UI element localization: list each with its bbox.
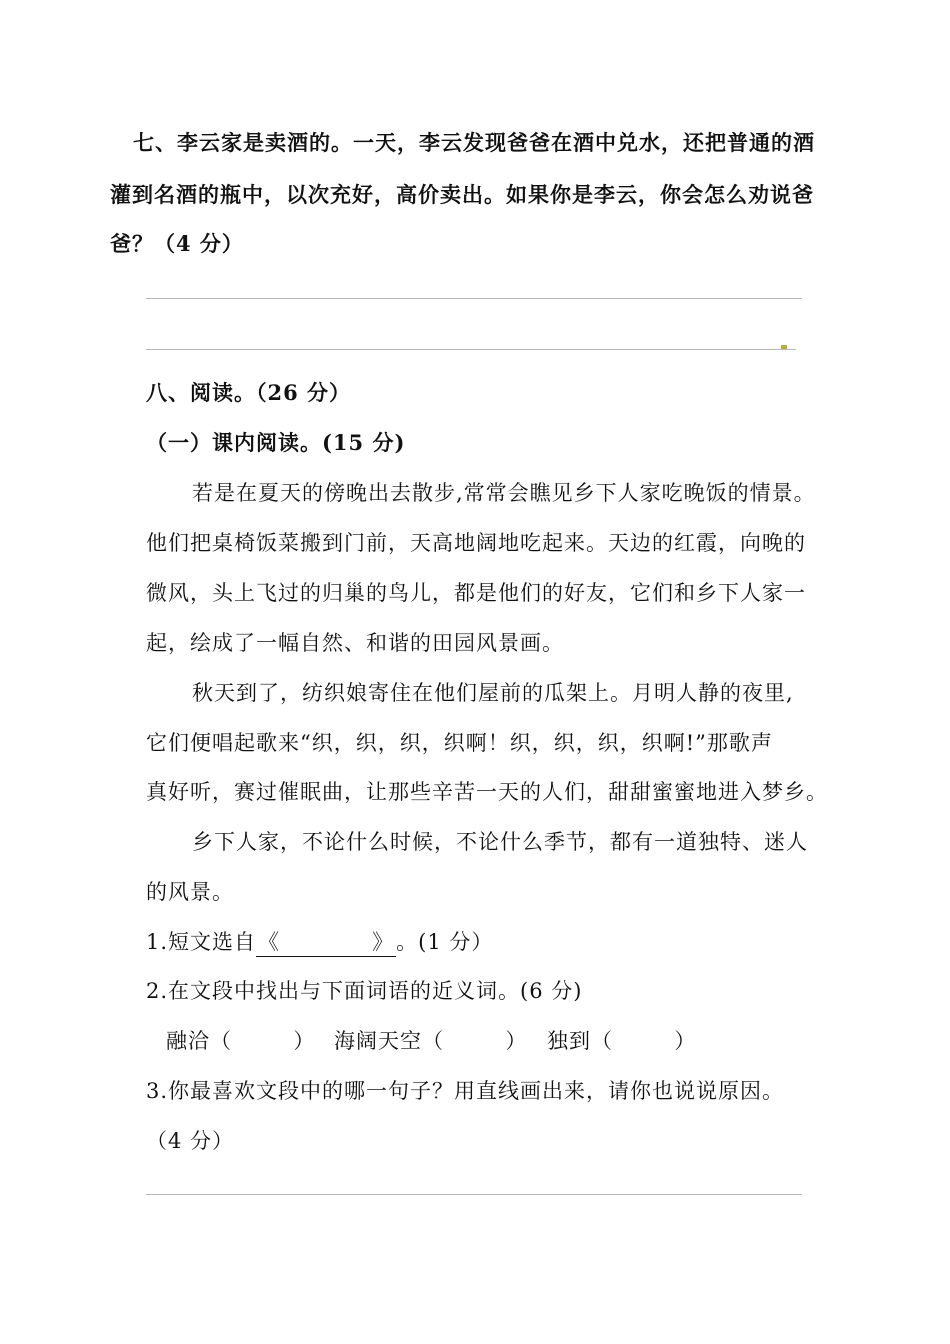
passage-line: 他们把桌椅饭菜搬到门前，天高地阔地吃起来。天边的红霞，向晚的 bbox=[146, 531, 806, 555]
question-1-prefix: 1.短文选自 bbox=[146, 930, 257, 954]
question-1-suffix: 。(1 分） bbox=[396, 930, 494, 954]
section-8-heading: 八、阅读。（26 分） bbox=[146, 380, 352, 405]
q2-word-1[interactable]: 融洽（ ） bbox=[166, 1029, 316, 1053]
section-8-subheading: （一）课内阅读。(15 分) bbox=[146, 430, 406, 455]
passage-line: 起，绘成了一幅自然、和谐的田园风景画。 bbox=[146, 631, 564, 655]
q2-word-3[interactable]: 独到（ ） bbox=[547, 1029, 697, 1053]
question-1 bbox=[146, 926, 493, 957]
answer-line bbox=[146, 349, 796, 350]
question-3-score: （4 分） bbox=[146, 1129, 235, 1153]
question-1-blank[interactable]: 《 》 bbox=[256, 926, 396, 957]
q2-word-2[interactable]: 海阔天空（ ） bbox=[334, 1029, 528, 1053]
passage-line: 秋天到了，纺织娘寄住在他们屋前的瓜架上。月明人静的夜里, bbox=[192, 681, 794, 705]
question-3: 3.你最喜欢文段中的哪一句子？用直线画出来，请你也说说原因。 bbox=[146, 1079, 785, 1103]
answer-line bbox=[146, 298, 802, 299]
question-2: 2.在文段中找出与下面词语的近义词。(6 分) bbox=[146, 979, 583, 1003]
passage-line: 它们便唱起歌来“织，织，织，织啊！织，织，织，织啊!”那歌声 bbox=[146, 731, 773, 755]
passage-line: 微风，头上飞过的归巢的鸟儿，都是他们的好友，它们和乡下人家一 bbox=[146, 581, 806, 605]
q7-line-2: 灌到名酒的瓶中，以次充好，高价卖出。如果你是李云，你会怎么劝说爸 bbox=[110, 182, 814, 207]
passage-line: 真好听，赛过催眠曲，让那些辛苦一天的人们，甜甜蜜蜜地进入梦乡。 bbox=[146, 780, 828, 804]
passage-line: 若是在夏天的傍晚出去散步,常常会瞧见乡下人家吃晚饭的情景。 bbox=[192, 481, 816, 505]
yellow-mark bbox=[781, 345, 787, 349]
passage-line: 的风景。 bbox=[146, 880, 234, 904]
passage-line: 乡下人家，不论什么时候，不论什么季节，都有一道独特、迷人 bbox=[192, 830, 808, 854]
answer-line bbox=[146, 1194, 802, 1195]
q7-line-1: 七、李云家是卖酒的。一天，李云发现爸爸在酒中兑水，还把普通的酒 bbox=[133, 130, 815, 155]
q7-line-3: 爸？（4 分） bbox=[110, 231, 244, 256]
